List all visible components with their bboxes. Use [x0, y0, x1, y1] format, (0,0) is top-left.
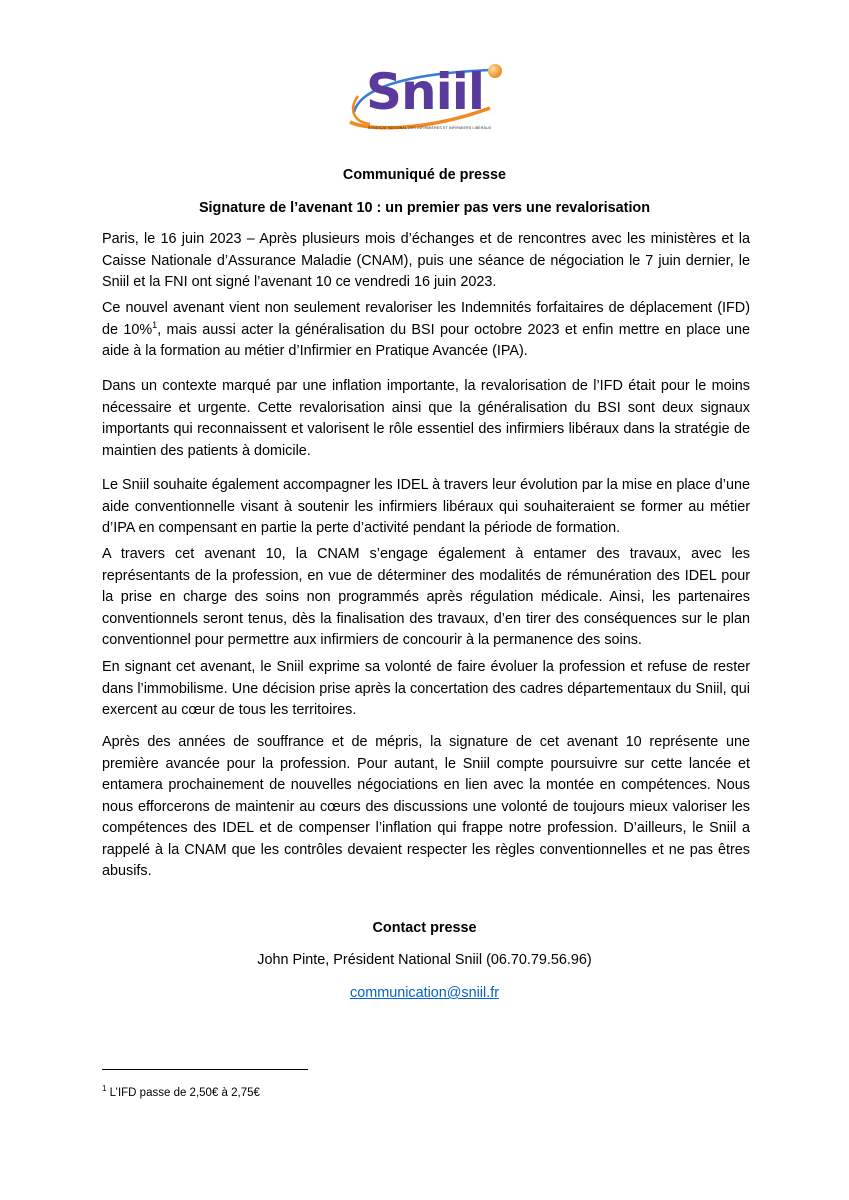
contact-email-link[interactable]: communication@sniil.fr: [350, 985, 499, 1001]
footnote-divider: [102, 1069, 308, 1070]
contact-title: Contact presse: [372, 920, 477, 936]
paragraph-7: Après des années de souffrance et de mépris, la signature de cet avenant 10 représente une première avancée pour la profession. Pour autant, le Sniil compte poursuivre sur cette lancée et entamera prochainement de nouvelles négociations en lien avec la montée en compétences. Nous nous efforcerons de maintenir au cœurs des discussions une volonté de toujours mieux valoriser les compétences des IDEL et de compenser l’inflation qui frappe notre profession. D’ailleurs, le Sniil a rappelé à la CNAM que les contrôles devaient respecter les règles conventionnelles et ne pas êtres abusifs.: [102, 734, 750, 879]
paragraph-5: A travers cet avenant 10, la CNAM s’engage également à entamer des travaux, avec les représentants de la profession, en vue de déterminer des modalités de rémunération des IDEL pour la prise en charge des soins non programmés après régulation médicale. Ainsi, les partenaires conventionnels seront tenus, dès la finalisation des travaux, d’en tirer des conséquences sur le plan conventionnel pour permettre aux infirmiers de concourir à la permanence des soins.: [102, 546, 750, 648]
logo-tagline: SYNDICAT NATIONAL DES INFIRMIÈRES ET INFIRMIERS LIBÉRAUX: [368, 126, 492, 130]
document-subtitle: Signature de l’avenant 10 : un premier pas vers une revalorisation: [198, 200, 651, 216]
footnote-text: L’IFD passe de 2,50€ à 2,75€: [106, 1086, 260, 1099]
paragraph-2-start: Ce nouvel avenant vient non seulement revaloriser les Indemnités forfaitaires de déplacement (IFD) de 10%: [102, 300, 750, 338]
footnote: [102, 1081, 260, 1101]
sniil-logo: [340, 60, 510, 140]
footnote-number: 1: [102, 1084, 107, 1093]
paragraph-2: [102, 298, 750, 363]
paragraph-6: En signant cet avenant, le Sniil exprime sa volonté de faire évoluer la profession et refuse de rester dans l’immobilisme. Une décision prise après la concertation des cadres départementaux du Sniil, qui exercent au cœur de tous les territoires.: [102, 659, 750, 718]
contact-person: John Pinte, Président National Sniil (06.70.79.56.96): [257, 952, 592, 968]
logo-wordmark: Sniil: [366, 63, 485, 121]
footnote-reference[interactable]: 1: [152, 319, 158, 330]
logo-ball-icon: [488, 64, 502, 78]
paragraph-2-end: , mais aussi acter la généralisation du BSI pour octobre 2023 et enfin mettre en place une aide à la formation au métier d’Infirmier en Pratique Avancée (IPA).: [102, 321, 751, 359]
paragraph-1: Paris, le 16 juin 2023 – Après plusieurs mois d’échanges et de rencontres avec les ministères et la Caisse Nationale d’Assurance Maladie (CNAM), puis une séance de négociation le 7 juin dernier, le Sniil et la FNI ont signé l’avenant 10 ce vendredi 16 juin 2023.: [102, 231, 750, 290]
paragraph-4: Le Sniil souhaite également accompagner les IDEL à travers leur évolution par la mise en place d’une aide conventionnelle visant à soutenir les infirmiers libéraux qui souhaiteraient se former au métier d’IPA en compensant en partie la perte d’activité pendant la période de formation.: [102, 477, 750, 536]
contact-email: [0, 985, 849, 1001]
document-title: Communiqué de presse: [342, 167, 507, 183]
paragraph-3: Dans un contexte marqué par une inflation importante, la revalorisation de l’IFD était pour le moins nécessaire et urgente. Cette revalorisation ainsi que la généralisation du BSI sont deux signaux importants qui reconnaissent et valorisent le rôle essentiel des infirmiers libéraux dans la stratégie de maintien des patients à domicile.: [102, 378, 750, 459]
